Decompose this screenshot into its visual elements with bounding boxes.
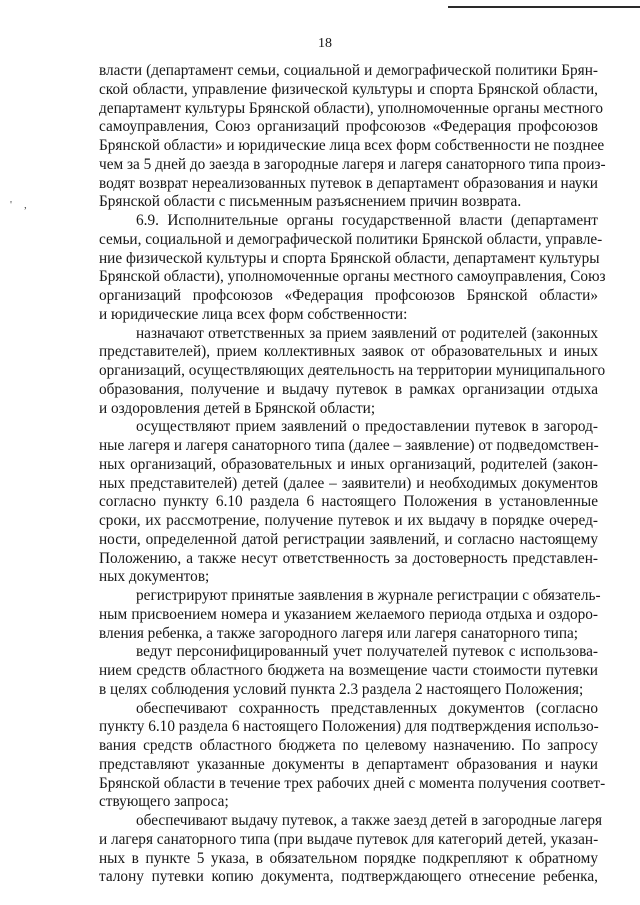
text-line: вания средств областного бюджета по целевому назначению. По запросу	[99, 737, 598, 754]
text-line: ных документов;	[99, 568, 210, 586]
page-number: 18	[318, 36, 332, 51]
text-line: осуществляют прием заявлений о предоставлении путевок в загород-	[136, 418, 598, 436]
text-line: департамент культуры Брянской области), уполномоченные органы местного	[99, 99, 604, 117]
text-line: ние физической культуры и спорта Брянской области, департамент культуры	[99, 249, 600, 267]
text-line: регистрируют принятые заявления в журнале регистрации с обязатель-	[136, 587, 601, 604]
text-line: ных в пункте 5 указа, в обязательном порядке подкрепляют к обратному	[99, 849, 598, 867]
scan-edge-line	[448, 6, 640, 8]
text-line: талону путевки копию документа, подтверждающего отнесение ребенка,	[99, 868, 598, 886]
text-line: организаций, осуществляющих деятельность на территории муниципального	[99, 362, 606, 379]
text-line: ных организаций, образовательных и иных организаций, родителей (закон-	[99, 455, 598, 473]
text-line: обеспечивают выдачу путевок, а также заезд детей в загородные лагеря	[136, 812, 603, 829]
text-line: ской области, управление физической культуры и спорта Брянской области,	[99, 80, 598, 98]
text-line: ных представителей) детей (далее – заявители) и необходимых документов	[99, 474, 598, 492]
text-line: Положению, а также несут ответственность за достоверность представлен-	[99, 549, 598, 567]
text-line: Брянской области с письменным разъяснением причин возврата.	[99, 193, 522, 211]
text-line: чем за 5 дней до заезда в загородные лагеря и лагеря санаторного типа произ-	[99, 155, 606, 173]
text-line: нием средств областного бюджета на возмещение части стоимости путевки	[99, 662, 598, 679]
text-line: ным присвоением номера и указанием желаемого периода отдыха и оздоро-	[99, 605, 598, 623]
text-line: представителей), прием коллективных заявок от образовательных и иных	[99, 343, 598, 361]
text-line: образования, получение и выдачу путевок в рамках организации отдыха	[99, 380, 598, 398]
text-line: и оздоровления детей в Брянской области;	[99, 399, 376, 417]
text-line: и лагеря санаторного типа (при выдаче путевок для категорий детей, указан-	[99, 830, 599, 848]
text-line: Брянской области в течение трех рабочих дней с момента получения соответ-	[99, 774, 606, 792]
text-line: согласно пункту 6.10 раздела 6 настоящего Положения в установленные	[99, 493, 598, 511]
text-line: самоуправления, Союз организаций профсоюзов «Федерация профсоюзов	[99, 118, 598, 136]
margin-mark: ,	[24, 199, 27, 211]
text-line: водят возврат нереализованных путевок в департамент образования и науки	[99, 174, 598, 192]
margin-mark: '	[10, 199, 12, 211]
text-line: назначают ответственных за прием заявлений от родителей (законных	[136, 324, 598, 342]
text-line: ведут персонифицированный учет получателей путевок с использова-	[136, 643, 598, 661]
text-line: сроки, их рассмотрение, получение путевок и их выдачу в порядке очеред-	[99, 512, 598, 529]
text-line: Брянской области» и юридические лица всех форм собственности не позднее	[99, 137, 605, 154]
text-line: семьи, социальной и демографической политики Брянской области, управле-	[99, 230, 603, 248]
text-line: в целях соблюдения условий пункта 2.3 раздела 2 настоящего Положения;	[99, 680, 584, 698]
text-line: представляют указанные документы в департамент образования и науки	[99, 755, 598, 773]
text-line: организаций профсоюзов «Федерация профсоюзов Брянской области»	[99, 287, 598, 304]
text-line: Брянской области), уполномоченные органы местного самоуправления, Союз	[99, 268, 606, 286]
text-line: обеспечивают сохранность представленных документов (согласно	[136, 699, 598, 717]
text-line: пункту 6.10 раздела 6 настоящего Положения) для подтверждения использо-	[99, 718, 599, 736]
text-line: ности, определенной датой регистрации заявлений, и согласно настоящему	[99, 530, 598, 548]
text-line: вления ребенка, а также загородного лагеря или лагеря санаторного типа;	[99, 624, 579, 642]
text-line: ствующего запроса;	[99, 793, 229, 811]
text-line: власти (департамент семьи, социальной и демографической политики Брян-	[99, 62, 598, 79]
text-line: 6.9. Исполнительные органы государственной власти (департамент	[136, 212, 598, 229]
text-line: ные лагеря и лагеря санаторного типа (далее – заявление) от подведомствен-	[99, 437, 599, 454]
text-line: и юридические лица всех форм собственности:	[99, 305, 408, 323]
